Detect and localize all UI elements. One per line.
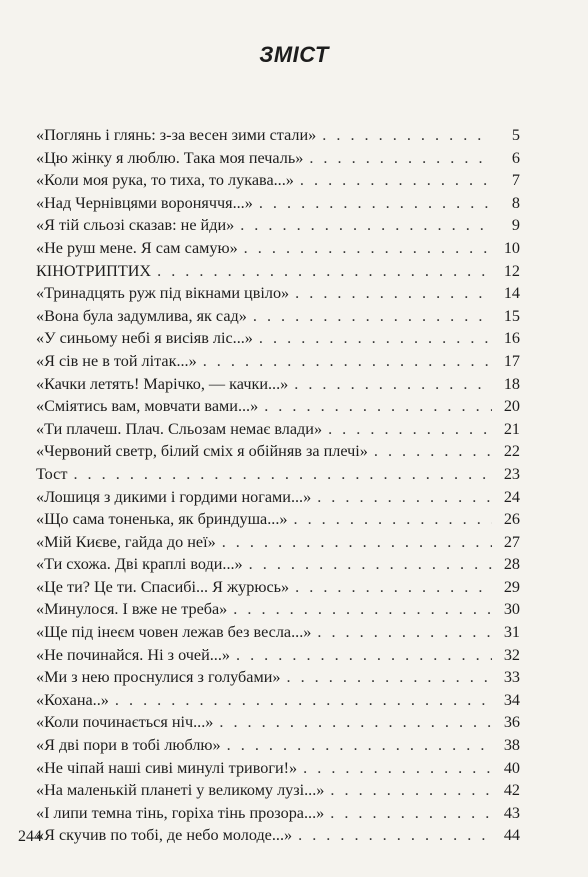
toc-entry-title: «Коли починається ніч...»: [36, 713, 214, 732]
dot-leader: [300, 169, 492, 192]
toc-entry: [36, 147, 520, 170]
toc-entry-page: 29: [503, 577, 520, 596]
toc-entry-page: 12: [503, 261, 520, 280]
toc-entry: [36, 373, 520, 396]
toc-entry-title: «Я дві пори в тобі люблю»: [36, 736, 221, 755]
dot-leader: [286, 666, 492, 689]
toc-entry-page: 17: [503, 351, 520, 370]
dot-leader: [259, 327, 492, 350]
toc-entry-page: 18: [503, 374, 520, 393]
toc-entry-page: 6: [511, 148, 520, 167]
toc-entry-page: 8: [511, 193, 520, 212]
toc-entry-title: «Вона була задумлива, як сад»: [36, 306, 247, 325]
dot-leader: [294, 373, 492, 396]
toc-entry-page: 14: [503, 284, 520, 303]
dot-leader: [233, 598, 492, 621]
toc-entry-page: 33: [503, 668, 520, 687]
toc-entry-page: 36: [503, 713, 520, 732]
toc-entry-title: «Ти схожа. Дві краплі води...»: [36, 555, 243, 574]
toc-entry-title: Тост: [36, 464, 68, 483]
toc-entry-title: «Коли моя рука, то тиха, то лукава...»: [36, 171, 294, 190]
dot-leader: [317, 486, 492, 509]
toc-entry-page: 10: [503, 238, 520, 257]
toc-entry-page: 30: [503, 600, 520, 619]
toc-entry-page: 32: [503, 645, 520, 664]
dot-leader: [219, 711, 492, 734]
toc-entry: [36, 644, 520, 667]
dot-leader: [236, 644, 492, 667]
toc-entry: [36, 237, 520, 260]
dot-leader: [115, 689, 492, 712]
toc-entry: [36, 305, 520, 328]
toc-entry-page: 22: [503, 442, 520, 461]
toc-entry-page: 9: [511, 216, 520, 235]
toc-entry: [36, 214, 520, 237]
toc-entry: [36, 124, 520, 147]
toc-entry: [36, 418, 520, 441]
toc-entry: [36, 621, 520, 644]
dot-leader: [293, 508, 492, 531]
dot-leader: [244, 237, 492, 260]
toc-entry-title: «Качки летять! Марічко, — качки...»: [36, 374, 289, 393]
toc-entry-title: «Я тій сльозі сказав: не йди»: [36, 216, 235, 235]
dot-leader: [295, 282, 492, 305]
toc-entry-title: «Сміятись вам, мовчати вами...»: [36, 397, 259, 416]
toc-entry: [36, 508, 520, 531]
toc-entry-page: 28: [503, 555, 520, 574]
toc-entry-title: «Червоний светр, білий сміх я обійняв за плечі»: [36, 442, 368, 461]
toc-entry: [36, 282, 520, 305]
toc-entry: [36, 757, 520, 780]
toc-entry-title: «Я сів не в той літак...»: [36, 351, 197, 370]
toc-entry-page: 21: [503, 419, 520, 438]
dot-leader: [298, 824, 492, 847]
dot-leader: [303, 757, 492, 780]
toc-entry-page: 27: [503, 532, 520, 551]
toc-entry: [36, 598, 520, 621]
toc-entry: [36, 260, 520, 283]
toc-entry-title: «Лошиця з дикими і гордими ногами...»: [36, 487, 312, 506]
toc-entry-title: «Ми з нею проснулися з голубами»: [36, 668, 281, 687]
dot-leader: [295, 576, 492, 599]
toc-entry-title: «І липи темна тінь, горіха тінь прозора...»: [36, 803, 325, 822]
toc-entry-title: «Не руш мене. Я сам самую»: [36, 238, 238, 257]
dot-leader: [328, 418, 492, 441]
toc-entry-title: «У синьому небі я висіяв ліс...»: [36, 329, 253, 348]
toc-entry: [36, 824, 520, 847]
toc-entry: [36, 576, 520, 599]
toc-entry: [36, 350, 520, 373]
dot-leader: [317, 621, 492, 644]
toc-entry: [36, 689, 520, 712]
toc-entry-page: 20: [503, 397, 520, 416]
toc-entry-title: «Не починайся. Ні з очей...»: [36, 645, 230, 664]
toc-entry-title: «Мій Києве, гайда до неї»: [36, 532, 216, 551]
dot-leader: [264, 395, 492, 418]
dot-leader: [240, 214, 492, 237]
toc-entry: [36, 553, 520, 576]
toc-entry: [36, 486, 520, 509]
toc-entry-title: «Ще під інеєм човен лежав без весла...»: [36, 623, 312, 642]
toc-entry-page: 24: [503, 487, 520, 506]
toc-entry: [36, 802, 520, 825]
dot-leader: [374, 440, 492, 463]
page-title: ЗМІСТ: [259, 42, 329, 67]
toc-entry-page: 5: [511, 126, 520, 144]
toc-entry: [36, 531, 520, 554]
toc-entry-title: КІНОТРИПТИХ: [36, 261, 152, 280]
dot-leader: [309, 147, 492, 170]
toc-entry: [36, 192, 520, 215]
toc-entry-page: 16: [503, 329, 520, 348]
toc-entry: [36, 666, 520, 689]
toc-entry-title: «Ти плачеш. Плач. Сльозам немає влади»: [36, 419, 323, 438]
dot-leader: [222, 531, 492, 554]
dot-leader: [227, 734, 492, 757]
toc-entry-title: «Що сама тоненька, як бриндуша...»: [36, 510, 288, 529]
toc-entry: [36, 463, 520, 486]
dot-leader: [330, 779, 492, 802]
toc-entry: [36, 734, 520, 757]
dot-leader: [259, 192, 492, 215]
toc-entry-title: «Я скучив по тобі, де небо молоде...»: [36, 826, 293, 845]
toc-entry-title: «Минулося. І вже не треба»: [36, 600, 228, 619]
toc-entry-title: «Цю жінку я люблю. Така моя печаль»: [36, 148, 304, 167]
toc-entry-page: 34: [503, 690, 520, 709]
toc-entry-page: 44: [503, 826, 520, 845]
toc-entry: [36, 169, 520, 192]
toc-entry: [36, 711, 520, 734]
dot-leader: [203, 350, 492, 373]
dot-leader: [73, 463, 492, 486]
toc-entry: [36, 395, 520, 418]
toc-entry-title: «Це ти? Це ти. Спасибі... Я журюсь»: [36, 577, 290, 596]
toc-entry: [36, 440, 520, 463]
table-of-contents: [36, 124, 520, 847]
toc-entry: [36, 327, 520, 350]
toc-entry-page: 26: [503, 510, 520, 529]
dot-leader: [253, 305, 492, 328]
toc-entry-page: 23: [503, 464, 520, 483]
toc-entry-title: «Тринадцять руж під вікнами цвіло»: [36, 284, 290, 303]
dot-leader: [330, 802, 492, 825]
toc-entry-page: 38: [503, 736, 520, 755]
toc-entry-page: 15: [503, 306, 520, 325]
toc-entry-page: 42: [503, 781, 520, 800]
toc-entry-title: «На маленькій планеті у великому лузі...»: [36, 781, 325, 800]
toc-entry-title: «Не чіпай наші сиві минулі тривоги!»: [36, 758, 298, 777]
toc-entry-page: 40: [503, 758, 520, 777]
toc-entry-page: 31: [503, 623, 520, 642]
toc-entry-title: «Над Чернівцями вороняччя...»: [36, 193, 253, 212]
toc-entry-page: 7: [511, 171, 520, 190]
toc-entry-title: «Поглянь і глянь: з-за весен зими стали»: [36, 126, 317, 144]
toc-entry-page: 43: [503, 803, 520, 822]
dot-leader: [322, 124, 492, 147]
dot-leader: [157, 260, 492, 283]
dot-leader: [249, 553, 492, 576]
toc-entry: [36, 779, 520, 802]
page-number: 244: [18, 828, 42, 845]
toc-entry-title: «Кохана..»: [36, 690, 109, 709]
